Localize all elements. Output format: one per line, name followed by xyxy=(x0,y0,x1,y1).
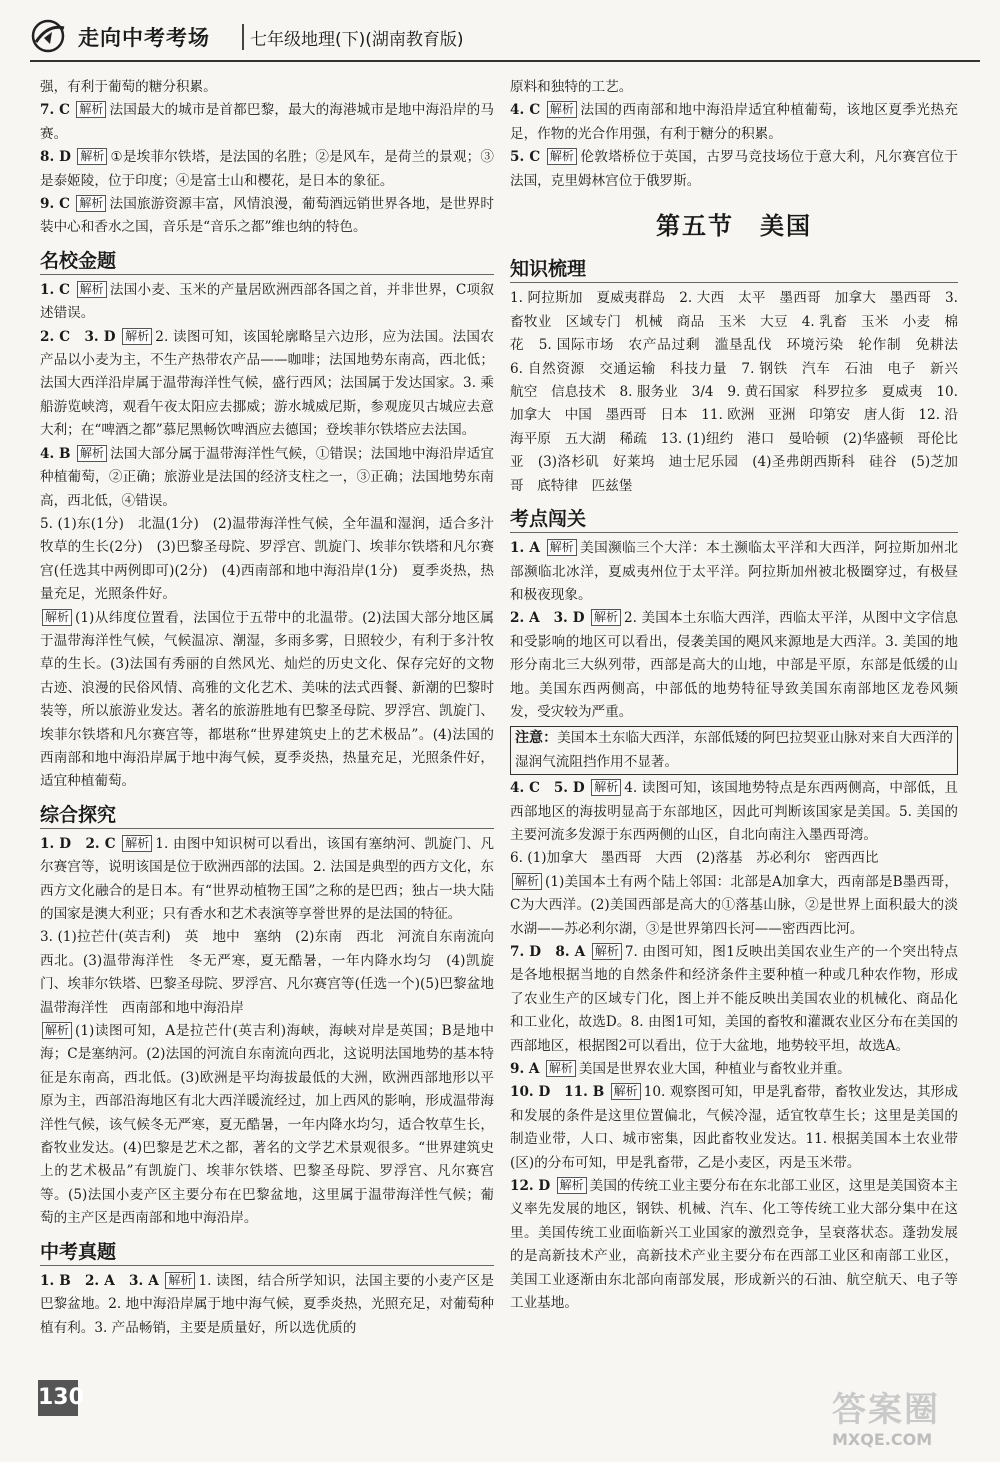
answer-text: 法国最大的城市是首都巴黎，最大的海港城市是地中海沿岸的马赛。 xyxy=(40,102,494,142)
answer-text: 7. 由图可知，图1反映出美国农业生产的一个突出特点是各地根据当地的自然条件和经济条件主要种植一种或几种农作物，形成了农业生产的区域专门化，图上并不能反映出美国农业的机械化、商品化和工业化，故选D。8. 由图1可知，美国的畜牧和灌溉农业区分布在美国的西部地区，根据图2可以看出，位于大盆地，地势较平坦，故选A。 xyxy=(510,944,958,1054)
answer-item xyxy=(510,1175,958,1315)
answer-item xyxy=(510,777,958,847)
section-heading-zhishi: 知识梳理 xyxy=(510,256,958,283)
note-box xyxy=(510,726,958,775)
analysis-tag: 解析 xyxy=(591,779,621,796)
explanation xyxy=(510,871,958,941)
answer-item xyxy=(40,279,494,326)
analysis-tag: 解析 xyxy=(77,281,107,298)
analysis-tag: 解析 xyxy=(547,539,577,556)
answer-item xyxy=(510,1058,958,1081)
answer-text: 10. 观察图可知，甲是乳畜带，畜牧业发达，其形成和发展的条件是这里位置偏北，气候冷湿，适宜牧草生长；这里是美国的制造业带，人口、城市密集，因此畜牧业发达。11. 根据美国本土农业带(区)的分布可知，甲是乳畜带，乙是小麦区，丙是玉米带。 xyxy=(510,1084,958,1171)
page-header xyxy=(30,14,980,62)
answer-number: 9. A xyxy=(510,1061,540,1078)
analysis-tag: 解析 xyxy=(547,148,577,165)
explanation xyxy=(40,1020,494,1231)
section-heading-zhongkao: 中考真题 xyxy=(40,1239,494,1266)
answer-text: 法国旅游资源丰富，风情浪漫，葡萄酒远销世界各地，是世界时装中心和香水之国，音乐是“音乐之都”维也纳的特色。 xyxy=(40,196,494,236)
answer-text: ①是埃菲尔铁塔，是法国的名胜；②是风车，是荷兰的景观；③是泰姬陵，位于印度；④是富士山和樱花，是日本的象征。 xyxy=(40,149,494,189)
analysis-tag: 解析 xyxy=(42,1022,72,1039)
answer-item xyxy=(40,326,494,443)
answer-number: 5. C xyxy=(510,149,541,166)
analysis-tag: 解析 xyxy=(77,445,107,462)
answer-number: 12. D xyxy=(510,1178,551,1195)
answer-item xyxy=(40,1270,494,1340)
answer-item xyxy=(510,1081,958,1175)
brand-title: 走向中考考场 xyxy=(78,26,210,50)
answer-text: 2. 美国本土东临大西洋，西临太平洋，从图中文字信息和受影响的地区可以看出，侵袭美国的飓风来源地是大西洋。3. 美国的地形分南北三大纵列带，西部是高大的山地，中部是平原，东部是低缓的山地。美国东西两侧高，中部低的地势特征导致美国东南部地区龙卷风频发，受灾较为严重。 xyxy=(510,610,958,720)
section-heading-zonghe: 综合探究 xyxy=(40,802,494,829)
answer-item-q5: 5. (1)东(1分) 北温(1分) (2)温带海洋性气候，全年温和湿润，适合多汁牧草的生长(2分) (3)巴黎圣母院、罗浮宫、凯旋门、埃菲尔铁塔和凡尔赛宫(任选其中两例即可)(2分) (4)西南部和地中海沿岸(1分) 夏季炎热，热量充足，光照条件好。 xyxy=(40,515,494,603)
answer-item xyxy=(510,537,958,607)
analysis-tag: 解析 xyxy=(592,943,622,960)
answer-text: 法国大部分属于温带海洋性气候，①错误；法国地中海沿岸适宜种植葡萄，②正确；旅游业是法国的经济支柱之一，③正确；法国地势东南高，西北低，④错误。 xyxy=(40,445,495,509)
answer-number: 4. B xyxy=(40,445,71,462)
answer-number: 4. C xyxy=(510,102,541,119)
section-title: 第五节 美国 xyxy=(656,212,812,241)
explanation-text: (1)读图可知，A是拉芒什(英吉利)海峡，海峡对岸是英国；B是地中海；C是塞纳河。(2)法国的河流自东南流向西北，这说明法国地势的基本特征是东南高，西北低。(3)欧洲是平均海拔最低的大洲，欧洲西部地形以平原为主，西部沿海地区有北大西洋暖流经过，加上西风的影响，形成温带海洋性气候，该气候冬无严寒，夏无酷暑，一年内降水均匀，适合牧草生长，畜牧业发达。(4)巴黎是艺术之都，著名的文学艺术景观很多。“世界建筑史上的艺术极品”有凯旋门、埃菲尔铁塔、巴黎圣母院、罗浮宫、凡尔赛宫等。(5)法国小麦产区主要分布在巴黎盆地，这里属于温带海洋性气候；葡萄的主产区是西南部和地中海沿岸。 xyxy=(40,1023,494,1227)
answer-number: 1. D 2. C xyxy=(40,835,116,852)
answer-item xyxy=(40,99,494,146)
answer-item xyxy=(510,607,958,724)
answer-number: 2. A 3. D xyxy=(510,610,585,627)
answer-item xyxy=(40,833,494,927)
answer-text: 伦敦塔桥位于英国，古罗马竞技场位于意大利，凡尔赛宫位于法国，克里姆林宫位于俄罗斯。 xyxy=(510,149,958,189)
continued-text: 原料和独特的工艺。 xyxy=(510,79,633,95)
answer-item-q6: 6. (1)加拿大 墨西哥 大西 (2)落基 苏必利尔 密西西比 xyxy=(510,850,879,867)
section-heading-kaodian: 考点闯关 xyxy=(510,506,958,533)
analysis-tag: 解析 xyxy=(546,1060,576,1077)
answer-text: 2. 读图可知，该国轮廓略呈六边形，应为法国。法国农产品以小麦为主，不生产热带农产品——咖啡；法国地势东南高，西北低；法国大西洋沿岸属于温带海洋性气候，盛行西风；法国属于发达国家。3. 乘船游览峡湾，观看午夜太阳应去挪威；游水城威尼斯，参观庞贝古城应去意大利；在“啤酒之都”慕尼黑畅饮啤酒应去德国；登埃菲尔铁塔应去法国。 xyxy=(40,328,494,439)
note-text: 美国本土东临大西洋，东部低矮的阿巴拉契亚山脉对来自大西洋的湿润气流阻挡作用不显著。 xyxy=(515,730,954,770)
answer-text: 4. 读图可知，该国地势特点是东西两侧高，中部低，且西部地区的海拔明显高于东部地区，因此可判断该国家是美国。5. 美国的主要河流多发源于东西两侧的山区，自北向南注入墨西哥湾。 xyxy=(510,780,958,843)
answer-text: 1. 读图，结合所学知识，法国主要的小麦产区是巴黎盆地。2. 地中海沿岸属于地中海气候，夏季炎热，光照充足，对葡萄种植有利。3. 产品畅销，主要是质量好，所以选优质的 xyxy=(40,1272,494,1336)
answer-number: 10. D 11. B xyxy=(510,1084,605,1101)
explanation-text: (1)从纬度位置看，法国位于五带中的北温带。(2)法国大部分地区属于温带海洋性气候，气候温凉、潮湿，多雨多雾，日照较少，有利于多汁牧草的生长。(3)法国有秀丽的自然风光、灿烂的历史文化、保存完好的文物古迹、浪漫的民俗风情、高雅的文化艺术、美味的法式西餐、新潮的巴黎时装等，所以旅游业发达。著名的旅游胜地有巴黎圣母院、罗浮宫、凯旋门、埃菲尔铁塔和凡尔赛宫等，都堪称“世界建筑史上的艺术极品”。(4)法国的西南部和地中海沿岸属于地中海气候，夏季炎热，热量充足，光照条件好，适宜种植葡萄。 xyxy=(40,609,494,790)
continued-text: 强，有利于葡萄的糖分积累。 xyxy=(40,79,217,95)
watermark xyxy=(832,1390,982,1456)
answer-number: 1. A xyxy=(510,540,540,557)
answer-number: 4. C 5. D xyxy=(510,780,585,797)
analysis-tag: 解析 xyxy=(557,1177,587,1194)
answer-item xyxy=(510,99,958,146)
analysis-tag: 解析 xyxy=(76,195,106,212)
answer-item xyxy=(510,941,958,1058)
answer-list-a xyxy=(40,99,494,239)
answer-number: 7. D 8. A xyxy=(510,944,586,960)
analysis-tag: 解析 xyxy=(76,101,106,118)
analysis-tag: 解析 xyxy=(611,1083,641,1100)
watermark-logo: 答案圈 xyxy=(832,1390,940,1430)
page-number: 130 xyxy=(38,1380,78,1416)
answer-text: 法国的西南部和地中海沿岸适宜种植葡萄，该地区夏季光热充足，作物的光合作用强，有利于糖分的积累。 xyxy=(510,102,958,142)
watermark-url: MXQE.COM xyxy=(832,1430,933,1449)
analysis-tag: 解析 xyxy=(122,328,152,345)
explanation-text: (1)美国本土有两个陆上邻国：北部是A加拿大，西南部是B墨西哥，C为大西洋。(2)美国西部是高大的①落基山脉，②是世界上面积最大的淡水湖——苏必利尔湖，③是世界第四长河——密西西比河。 xyxy=(510,873,958,937)
analysis-tag: 解析 xyxy=(77,148,107,165)
note-label: 注意： xyxy=(515,730,558,747)
book-logo-icon xyxy=(30,18,74,54)
section-heading-mingxiao: 名校金题 xyxy=(40,248,494,275)
answer-number: 7. C xyxy=(40,102,70,119)
answer-item xyxy=(40,443,494,513)
analysis-tag: 解析 xyxy=(122,835,152,852)
analysis-tag: 解析 xyxy=(512,873,542,890)
answer-item xyxy=(510,146,958,193)
analysis-tag: 解析 xyxy=(165,1272,195,1289)
analysis-tag: 解析 xyxy=(591,609,621,626)
explanation xyxy=(40,607,494,794)
answer-text: 美国的传统工业主要分布在东北部工业区，这里是美国资本主义率先发展的地区，钢铁、机械、汽车、化工等传统工业大部分集中在这里。美国传统工业面临新兴工业国家的激烈竞争，呈衰落状态。蓬勃发展的是高新技术产业，高新技术产业主要分布在西部工业区和南部工业区，美国工业逐渐由东北部向南部发展，形成新兴的石油、航空航天、电子等工业基地。 xyxy=(510,1178,959,1312)
answer-list-b xyxy=(40,279,494,794)
analysis-tag: 解析 xyxy=(42,609,72,626)
right-column xyxy=(510,76,972,1316)
book-subtitle: 七年级地理(下)(湖南教育版) xyxy=(250,30,464,50)
answer-number: 1. C xyxy=(40,281,70,298)
answer-text: 美国是世界农业大国，种植业与畜牧业并重。 xyxy=(578,1061,851,1078)
answer-item xyxy=(40,146,494,193)
analysis-tag: 解析 xyxy=(547,101,577,118)
answer-item-q3: 3. (1)拉芒什(英吉利) 英 地中 塞纳 (2)东南 西北 河流自东南流向西北。(3)温带海洋性 冬无严寒，夏无酷暑，一年内降水均匀 (4)凯旋门、埃菲尔铁塔、巴黎圣母院、罗浮宫、凡尔赛宫等(任选一个)(5)巴黎盆地 温带海洋性 西南部和地中海沿岸 xyxy=(40,929,508,1016)
answer-number: 1. B 2. A 3. A xyxy=(40,1272,159,1289)
header-divider xyxy=(242,24,244,50)
knowledge-summary: 1. 阿拉斯加 夏威夷群岛 2. 大西 太平 墨西哥 加拿大 墨西哥 3. 畜牧业 区域专门 机械 商品 玉米 大豆 4. 乳畜 玉米 小麦 棉花 5. 国际市场 农产品过剩 滥垦乱伐 环境污染 轮作制 免耕法 6. 自然资源 交通运输 科技力量 7. 钢铁 汽车 石油 电子 新兴 航空 信息技术 8. 服务业 3/4 9. 黄石国家 科罗拉多 夏威夷 10. 加拿大 中国 墨西哥 日本 11. 欧洲 亚洲 印第安 唐人街 12. 沿海平原 五大湖 稀疏 13. (1)纽约 港口 曼哈顿 (2)华盛顿 哥伦比亚 (3)洛杉矶 好莱坞 迪士尼乐园 (4)圣弗朗西斯科 硅谷 (5)芝加哥 底特律 匹兹堡 xyxy=(510,290,972,494)
left-column xyxy=(40,76,508,1340)
answer-number: 2. C 3. D xyxy=(40,328,116,345)
answer-item xyxy=(40,193,494,240)
answer-text: 美国濒临三个大洋：本土濒临太平洋和大西洋，阿拉斯加州北部濒临北冰洋，夏威夷州位于太平洋。阿拉斯加州被北极圈穿过，有极昼和极夜现象。 xyxy=(510,540,958,603)
answer-number: 9. C xyxy=(40,196,70,213)
answer-text: 1. 由图中知识树可以看出，该国有塞纳河、凯旋门、凡尔赛宫等，说明该国是位于欧洲西部的法国。2. 法国是典型的西方文化，东西方文化融合的是日本。有“世界动植物王国”之称的是巴西；独占一块大陆的国家是澳大利亚；只有香水和艺术表演等享誉世界的是法国的特征。 xyxy=(40,835,494,922)
answer-number: 8. D xyxy=(40,149,71,166)
answer-text: 法国小麦、玉米的产量居欧洲西部各国之首，并非世界，C项叙述错误。 xyxy=(40,281,494,322)
